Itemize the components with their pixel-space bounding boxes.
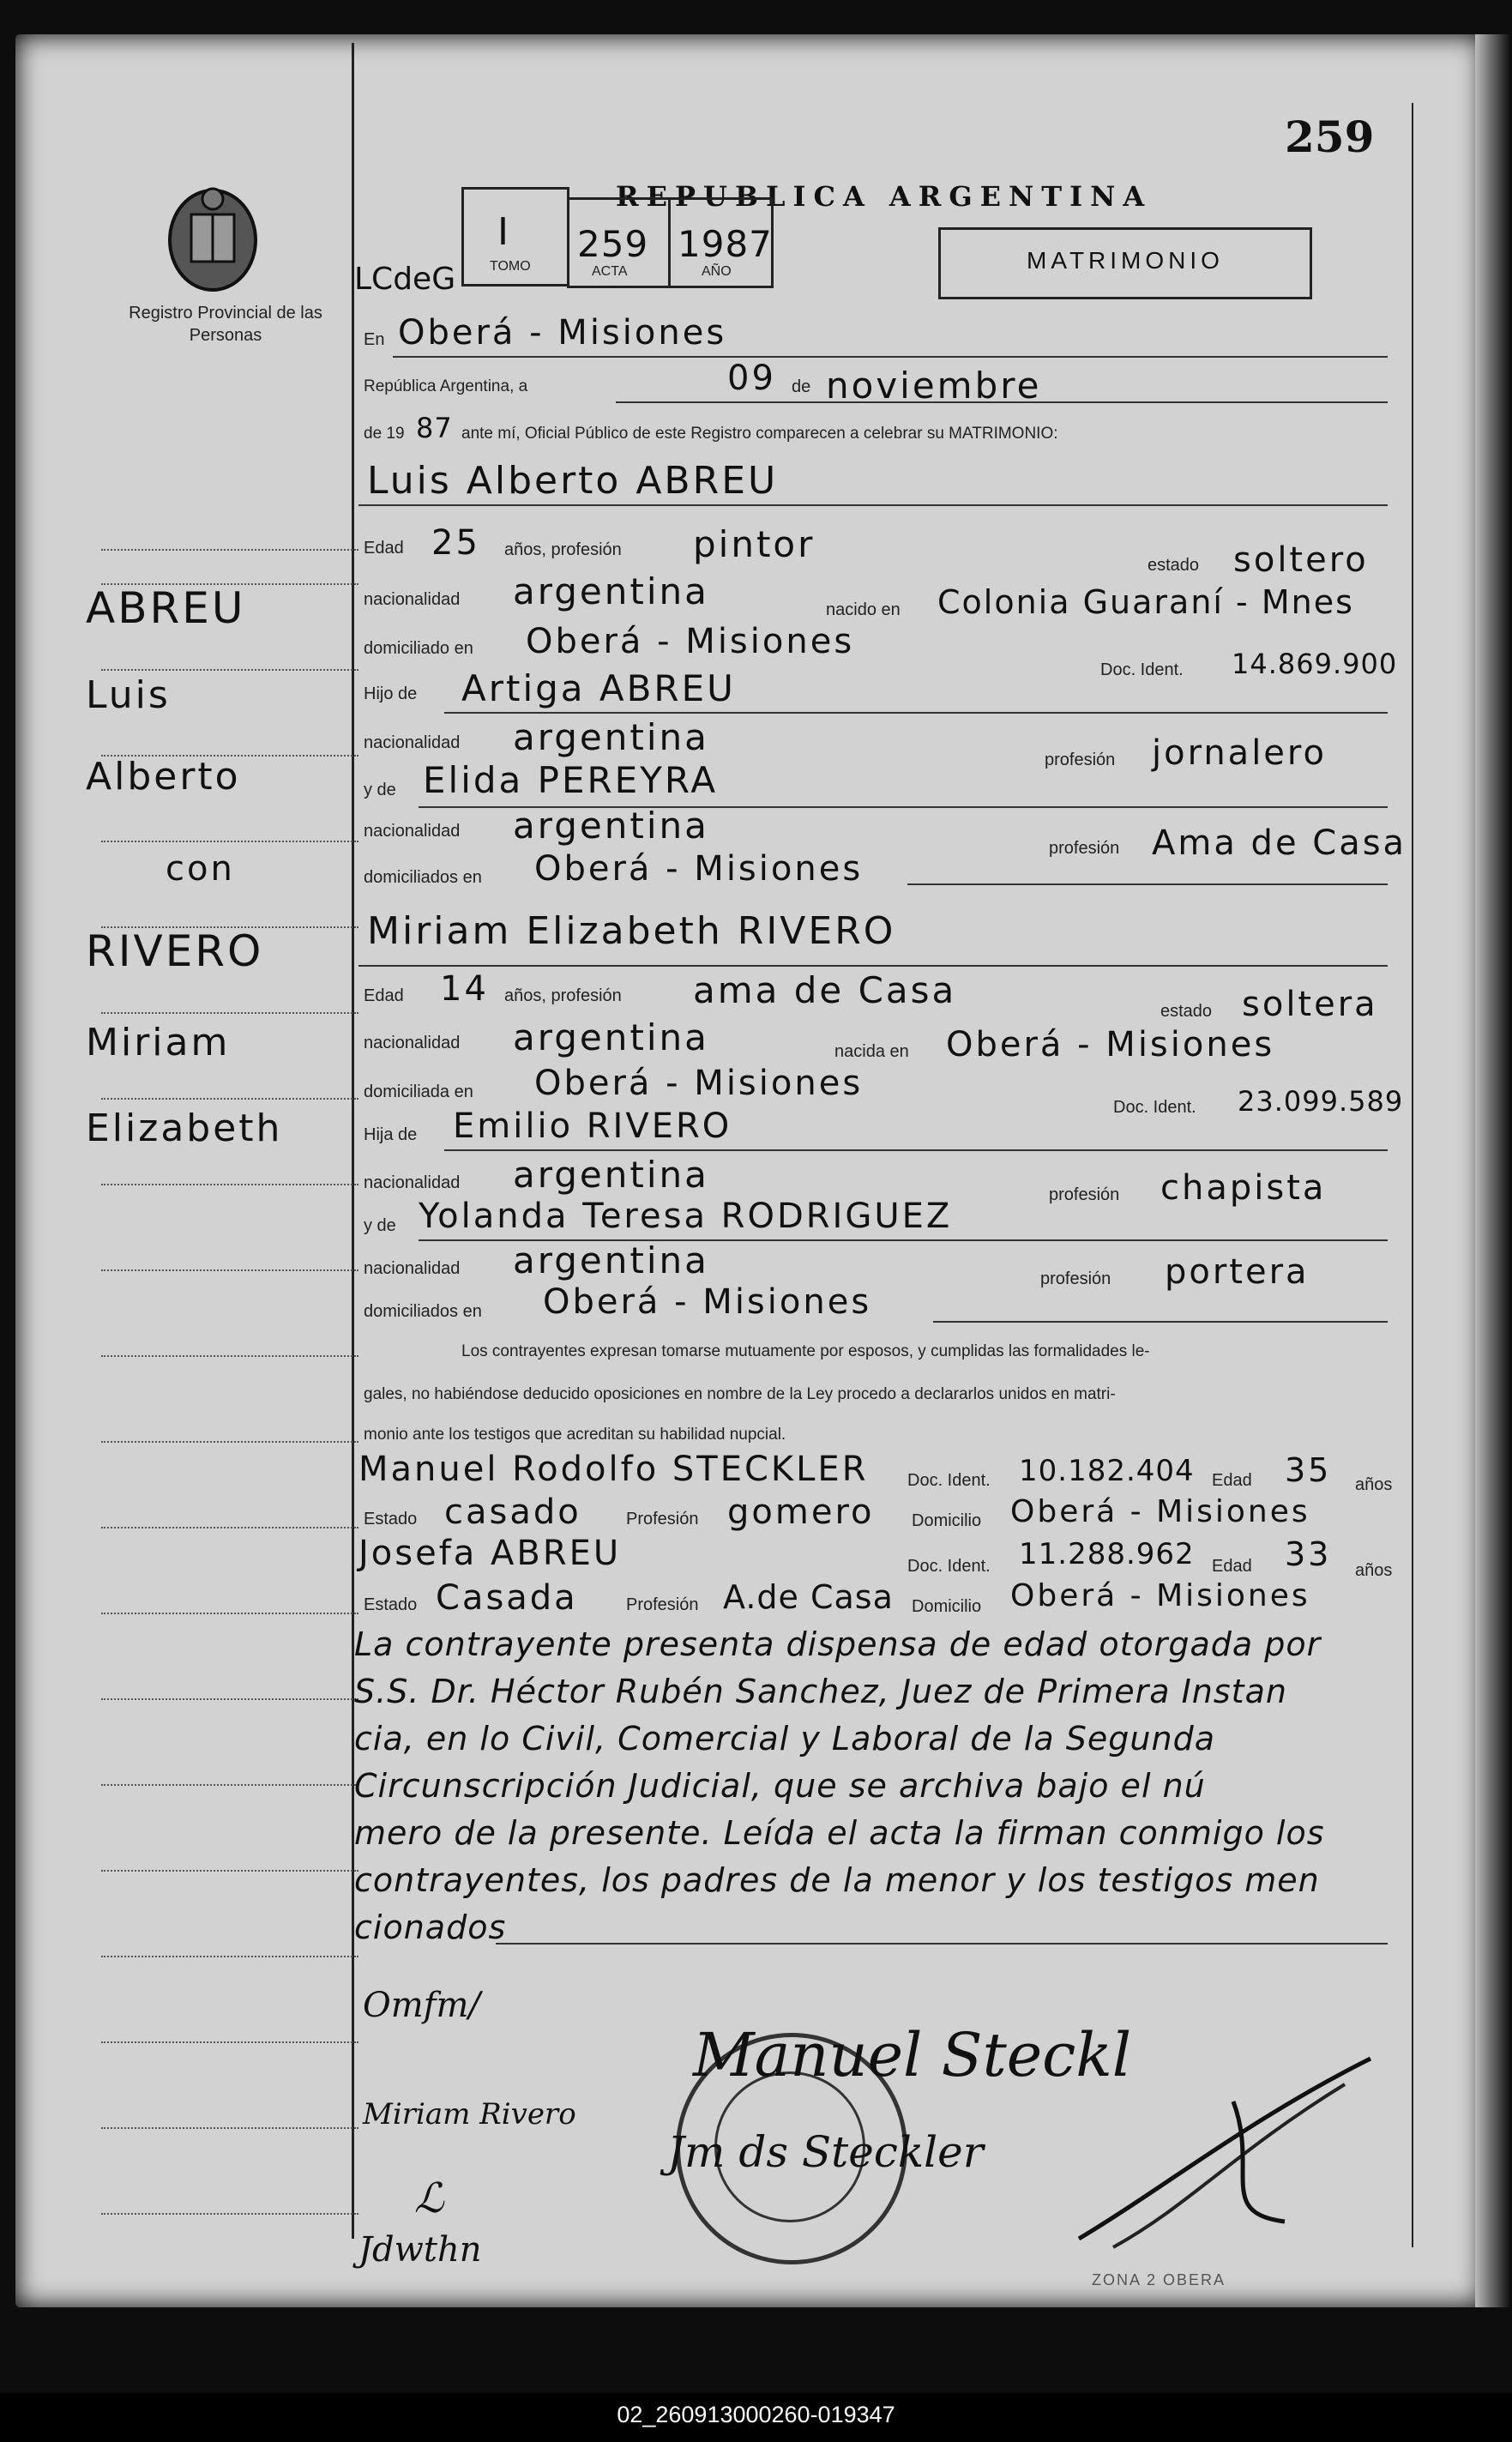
margin-rule: [101, 1956, 358, 1957]
register-page: [15, 34, 1484, 2307]
groom-mother-nac: argentina: [513, 805, 709, 847]
margin-rule: [101, 1870, 358, 1872]
yde-label: y de: [364, 781, 396, 799]
acta-label: ACTA: [592, 264, 628, 279]
bride-nac: argentina: [513, 1016, 709, 1058]
rule: [393, 356, 1388, 358]
domicilio-label: Domicilio: [912, 1511, 982, 1530]
paragraph-line3: monio ante los testigos que acreditan su habilidad nupcial.: [364, 1426, 786, 1444]
anos-label: años: [1355, 1561, 1393, 1580]
note-line3: cia, en lo Civil, Comercial y Laboral de la Segunda: [354, 1720, 1215, 1758]
groom-birth: Colonia Guaraní - Mnes: [937, 583, 1354, 621]
groom-mother: Elida PEREYRA: [423, 759, 719, 801]
rule: [933, 1321, 1388, 1323]
rule: [496, 1943, 1388, 1945]
witness2-name: Josefa ABREU: [358, 1534, 622, 1573]
signature-scribble: ℒ: [414, 2174, 444, 2222]
registry-label: Registro Provincial de las Personas: [129, 304, 322, 345]
acta-value: 259: [577, 223, 649, 265]
rep-label: República Argentina, a: [364, 377, 528, 395]
tomo-label: TOMO: [490, 259, 531, 274]
groom-doc: 14.869.900: [1232, 648, 1398, 680]
margin-given1a: Luis: [86, 673, 171, 717]
bride-prof: ama de Casa: [693, 969, 957, 1011]
bride-father: Emilio RIVERO: [453, 1106, 732, 1146]
paragraph-line2: gales, no habiéndose deducido oposiciones en nombre de la Ley procedo a declararlos unidos en matri-: [364, 1385, 1116, 1403]
year-prefix: de 19: [364, 425, 405, 443]
doc-label: Doc. Ident.: [907, 1557, 991, 1576]
nacida-label: nacida en: [834, 1042, 909, 1061]
rule: [616, 401, 1388, 403]
prof-label: profesión: [1049, 839, 1120, 858]
groom-mother-prof: Ama de Casa: [1152, 823, 1407, 863]
witness1-estado: casado: [444, 1492, 581, 1532]
groom-name: Luis Alberto ABREU: [367, 459, 779, 503]
witness2-dom: Oberá - Misiones: [1010, 1578, 1310, 1613]
margin-rule: [101, 1098, 358, 1100]
margin-rule: [101, 1012, 358, 1014]
bride-mother-prof: portera: [1165, 1252, 1310, 1292]
note-line4: Circunscripción Judicial, que se archiva bajo el nú: [354, 1767, 1206, 1805]
note-line7: cionados: [354, 1908, 507, 1946]
witness2-age: 33: [1285, 1535, 1332, 1573]
page-number: 259: [1285, 112, 1375, 162]
bride-mother: Yolanda Teresa RODRIGUEZ: [419, 1197, 953, 1236]
margin-rule: [101, 1527, 358, 1529]
edad-label: Edad: [1212, 1471, 1252, 1490]
bride-signature: Miriam Rivero: [363, 2097, 576, 2131]
margin-rule: [101, 1698, 358, 1700]
paragraph-line1: Los contrayentes expresan tomarse mutuamente por esposos, y cumplidas las formalidades le-: [461, 1342, 1150, 1360]
en-label: En: [364, 330, 385, 349]
rule: [358, 965, 1388, 967]
prof-label: profesión: [1049, 1185, 1120, 1204]
note-line5: mero de la presente. Leída el acta la firman conmigo los: [354, 1814, 1325, 1852]
signature-scribble: Omfm/: [363, 1986, 480, 2025]
act-type: MATRIMONIO: [1027, 247, 1224, 274]
domics-label: domiciliados en: [364, 1302, 482, 1321]
groom-father: Artiga ABREU: [461, 667, 736, 709]
prof-label: profesión: [1045, 751, 1116, 769]
month: noviembre: [826, 365, 1042, 407]
bride-parents-dom: Oberá - Misiones: [543, 1282, 872, 1322]
margin-rule: [101, 549, 358, 551]
rule: [907, 883, 1388, 885]
witness1-age: 35: [1285, 1451, 1332, 1489]
note-line6: contrayentes, los padres de la menor y los testigos men: [354, 1861, 1320, 1899]
bride-name: Miriam Elizabeth RIVERO: [367, 909, 896, 953]
margin-rule: [101, 2213, 358, 2215]
margin-rule: [101, 1441, 358, 1443]
margin-rule: [101, 1355, 358, 1357]
country-heading: REPUBLICA ARGENTINA: [616, 180, 1153, 213]
coat-of-arms-icon: [166, 180, 260, 292]
nac-label: nacionalidad: [364, 1034, 461, 1052]
anio-value: 1987: [678, 223, 773, 265]
tomo-value: I: [497, 210, 511, 254]
margin-rule: [101, 841, 358, 842]
year-suffix: 87: [416, 412, 453, 444]
nacido-label: nacido en: [826, 600, 901, 619]
official-signature-icon: [1062, 2050, 1388, 2273]
groom-father-nac: argentina: [513, 716, 709, 758]
groom-age: 25: [431, 523, 480, 563]
estado-label: estado: [1160, 1002, 1213, 1021]
margin-rule: [101, 1269, 358, 1271]
margin-given2a: Miriam: [86, 1021, 231, 1064]
nac-label: nacionalidad: [364, 733, 461, 752]
bride-age: 14: [440, 969, 489, 1009]
nac-label: nacionalidad: [364, 590, 461, 609]
margin-rule: [101, 1784, 358, 1786]
nac-label: nacionalidad: [364, 1259, 461, 1278]
bride-birth: Oberá - Misiones: [946, 1025, 1275, 1064]
groom-prof: pintor: [693, 523, 816, 565]
anos-prof-label: años, profesión: [504, 540, 622, 559]
margin-rule: [101, 1184, 358, 1185]
signature-scribble: Jdwthn: [358, 2230, 482, 2270]
bride-mother-nac: argentina: [513, 1239, 709, 1281]
anos-prof-label: años, profesión: [504, 986, 622, 1005]
rule: [358, 504, 1388, 506]
domicf-label: domiciliada en: [364, 1082, 473, 1101]
anos-label: años: [1355, 1475, 1393, 1494]
bride-estado: soltera: [1242, 985, 1378, 1024]
witness2-estado: Casada: [436, 1578, 578, 1618]
witness-signature: Manuel Steckl: [693, 2020, 1132, 2090]
groom-estado: soltero: [1233, 540, 1369, 580]
groom-dom: Oberá - Misiones: [526, 622, 855, 661]
margin-rule: [101, 2041, 358, 2043]
rule: [444, 1149, 1388, 1151]
domic-label: domiciliado en: [364, 639, 473, 658]
edad-label: Edad: [364, 539, 404, 558]
right-rule: [1412, 103, 1413, 2247]
domicilio-label: Domicilio: [912, 1597, 982, 1616]
nac-label: nacionalidad: [364, 1173, 461, 1192]
estado-cap-label: Estado: [364, 1510, 418, 1529]
profesion-cap-label: Profesión: [626, 1510, 699, 1529]
margin-given2b: Elizabeth: [86, 1106, 283, 1150]
margin-surname2: RIVERO: [86, 926, 264, 976]
witness2-doc: 11.288.962: [1019, 1537, 1195, 1571]
witness2-prof: A.de Casa: [723, 1578, 894, 1616]
margin-rule: [101, 669, 358, 671]
profesion-cap-label: Profesión: [626, 1595, 699, 1614]
bride-father-nac: argentina: [513, 1154, 709, 1196]
witness1-name: Manuel Rodolfo STECKLER: [358, 1450, 869, 1489]
stamp-line: ZONA 2 OBERA: [1092, 2271, 1226, 2288]
anio-label: AÑO: [702, 264, 732, 279]
bride-dom: Oberá - Misiones: [534, 1064, 864, 1103]
margin-given1b: Alberto: [86, 755, 241, 799]
edad-label: Edad: [1212, 1557, 1252, 1576]
estado-label: estado: [1148, 556, 1200, 575]
day: 09: [727, 359, 776, 398]
note-line2: S.S. Dr. Héctor Rubén Sanchez, Juez de Primera Instan: [354, 1673, 1287, 1710]
margin-con: con: [166, 849, 235, 889]
witness1-dom: Oberá - Misiones: [1010, 1494, 1310, 1529]
groom-father-prof: jornalero: [1152, 733, 1327, 773]
margin-rule: [101, 1613, 358, 1614]
image-id-footer: 02_260913000260-019347: [0, 2393, 1512, 2442]
witness1-prof: gomero: [727, 1492, 875, 1532]
estado-cap-label: Estado: [364, 1595, 418, 1614]
place: Oberá - Misiones: [398, 313, 727, 353]
witness-signature: Jm ds Steckler: [667, 2127, 984, 2177]
prof-label: profesión: [1040, 1269, 1111, 1288]
margin-surname1: ABREU: [86, 583, 246, 633]
rule: [444, 712, 1388, 714]
hija-label: Hija de: [364, 1125, 418, 1144]
de-label: de: [792, 377, 811, 396]
groom-nac: argentina: [513, 570, 709, 612]
nac-label: nacionalidad: [364, 822, 461, 841]
domics-label: domiciliados en: [364, 868, 482, 887]
year-text: ante mí, Oficial Público de este Registro comparecen a celebrar su MATRIMONIO:: [461, 425, 1058, 443]
doc-label: Doc. Ident.: [1113, 1098, 1196, 1117]
note-line1: La contrayente presenta dispensa de edad otorgada por: [354, 1625, 1322, 1663]
book-code: LCdeG: [354, 262, 456, 297]
edad-label: Edad: [364, 986, 404, 1005]
doc-label: Doc. Ident.: [907, 1471, 991, 1490]
witness1-doc: 10.182.404: [1019, 1454, 1195, 1488]
doc-label: Doc. Ident.: [1100, 660, 1184, 679]
hijo-label: Hijo de: [364, 684, 418, 703]
bride-father-prof: chapista: [1160, 1168, 1327, 1208]
groom-parents-dom: Oberá - Misiones: [534, 849, 864, 889]
bride-doc: 23.099.589: [1238, 1085, 1404, 1118]
margin-rule: [101, 2127, 358, 2129]
yde-label: y de: [364, 1216, 396, 1235]
